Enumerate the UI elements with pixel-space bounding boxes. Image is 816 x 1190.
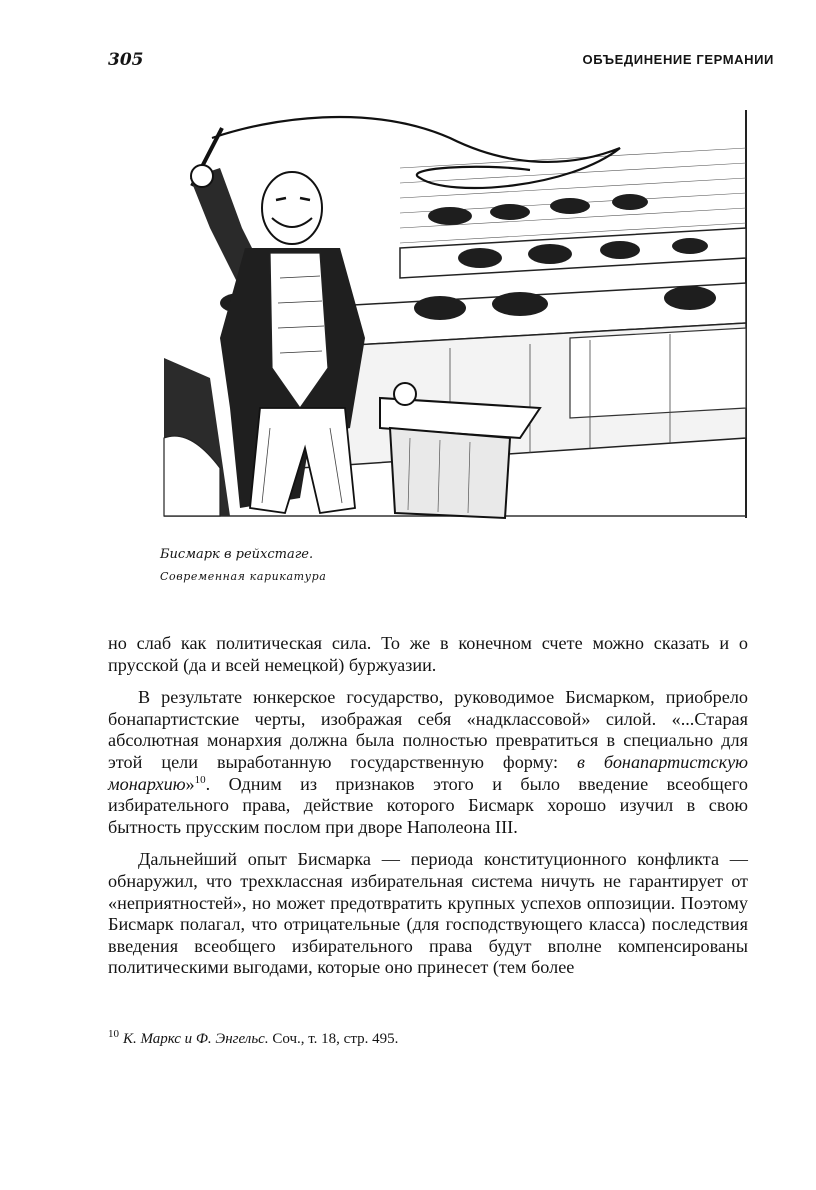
paragraph-3: Дальнейший опыт Бисмарка — периода конституционного конфликта — обнаружил, что трехклассная избирательная система ничуть не гарантирует от «неприятностей», но может предотвратить крупных успехов оппозиции. Поэтому Бисмарк полагал, что отрицательные (для господствующего класса) последствия введения всеобщего избирательного права будут вполне компенсированы политическими выгодами, которые оно принесет (тем более	[108, 849, 748, 978]
figure-caption	[160, 544, 460, 588]
quote-italic: в бонапартистскую монархию	[108, 751, 748, 794]
main-text	[108, 633, 748, 979]
footnote-authors: К. Маркс и Ф. Энгельс.	[123, 1031, 269, 1047]
running-title: ОБЪЕДИНЕНИЕ ГЕРМАНИИ	[582, 52, 774, 67]
footnote-reference-text: Соч., т. 18, стр. 495.	[268, 1031, 399, 1047]
footnote-reference[interactable]: 10	[194, 773, 206, 786]
paragraph-1: но слаб как политическая сила. То же в конечном счете можно сказать и о прусской (да и всей немецкой) буржуазии.	[108, 633, 748, 675]
caricature-illustration	[150, 108, 750, 526]
footnote-marker: 10	[108, 1028, 119, 1040]
quote-close: »	[185, 773, 195, 794]
page-header	[108, 50, 774, 72]
paragraph-2	[108, 687, 748, 838]
paragraph-2-rest: . Одним из признаков этого и было введение всеобщего избирательного права, действие которого Бисмарк хорошо изучил в свою бытность прусским послом при дворе Наполеона III.	[108, 773, 748, 837]
caption-subtitle: Современная карикатура	[160, 570, 327, 583]
page-number: 305	[108, 50, 144, 70]
paragraph-2-text: В результате юнкерское государство, руководимое Бисмарком, приобрело бонапартистские черты, изображая себя «надклассовой» силой. «...Старая абсолютная монархия должна была полностью превратиться в специально для этой цели выработанную государственную форму:	[108, 687, 748, 772]
caption-title: Бисмарк в рейхстаге.	[160, 547, 314, 562]
footnote	[108, 1029, 748, 1049]
